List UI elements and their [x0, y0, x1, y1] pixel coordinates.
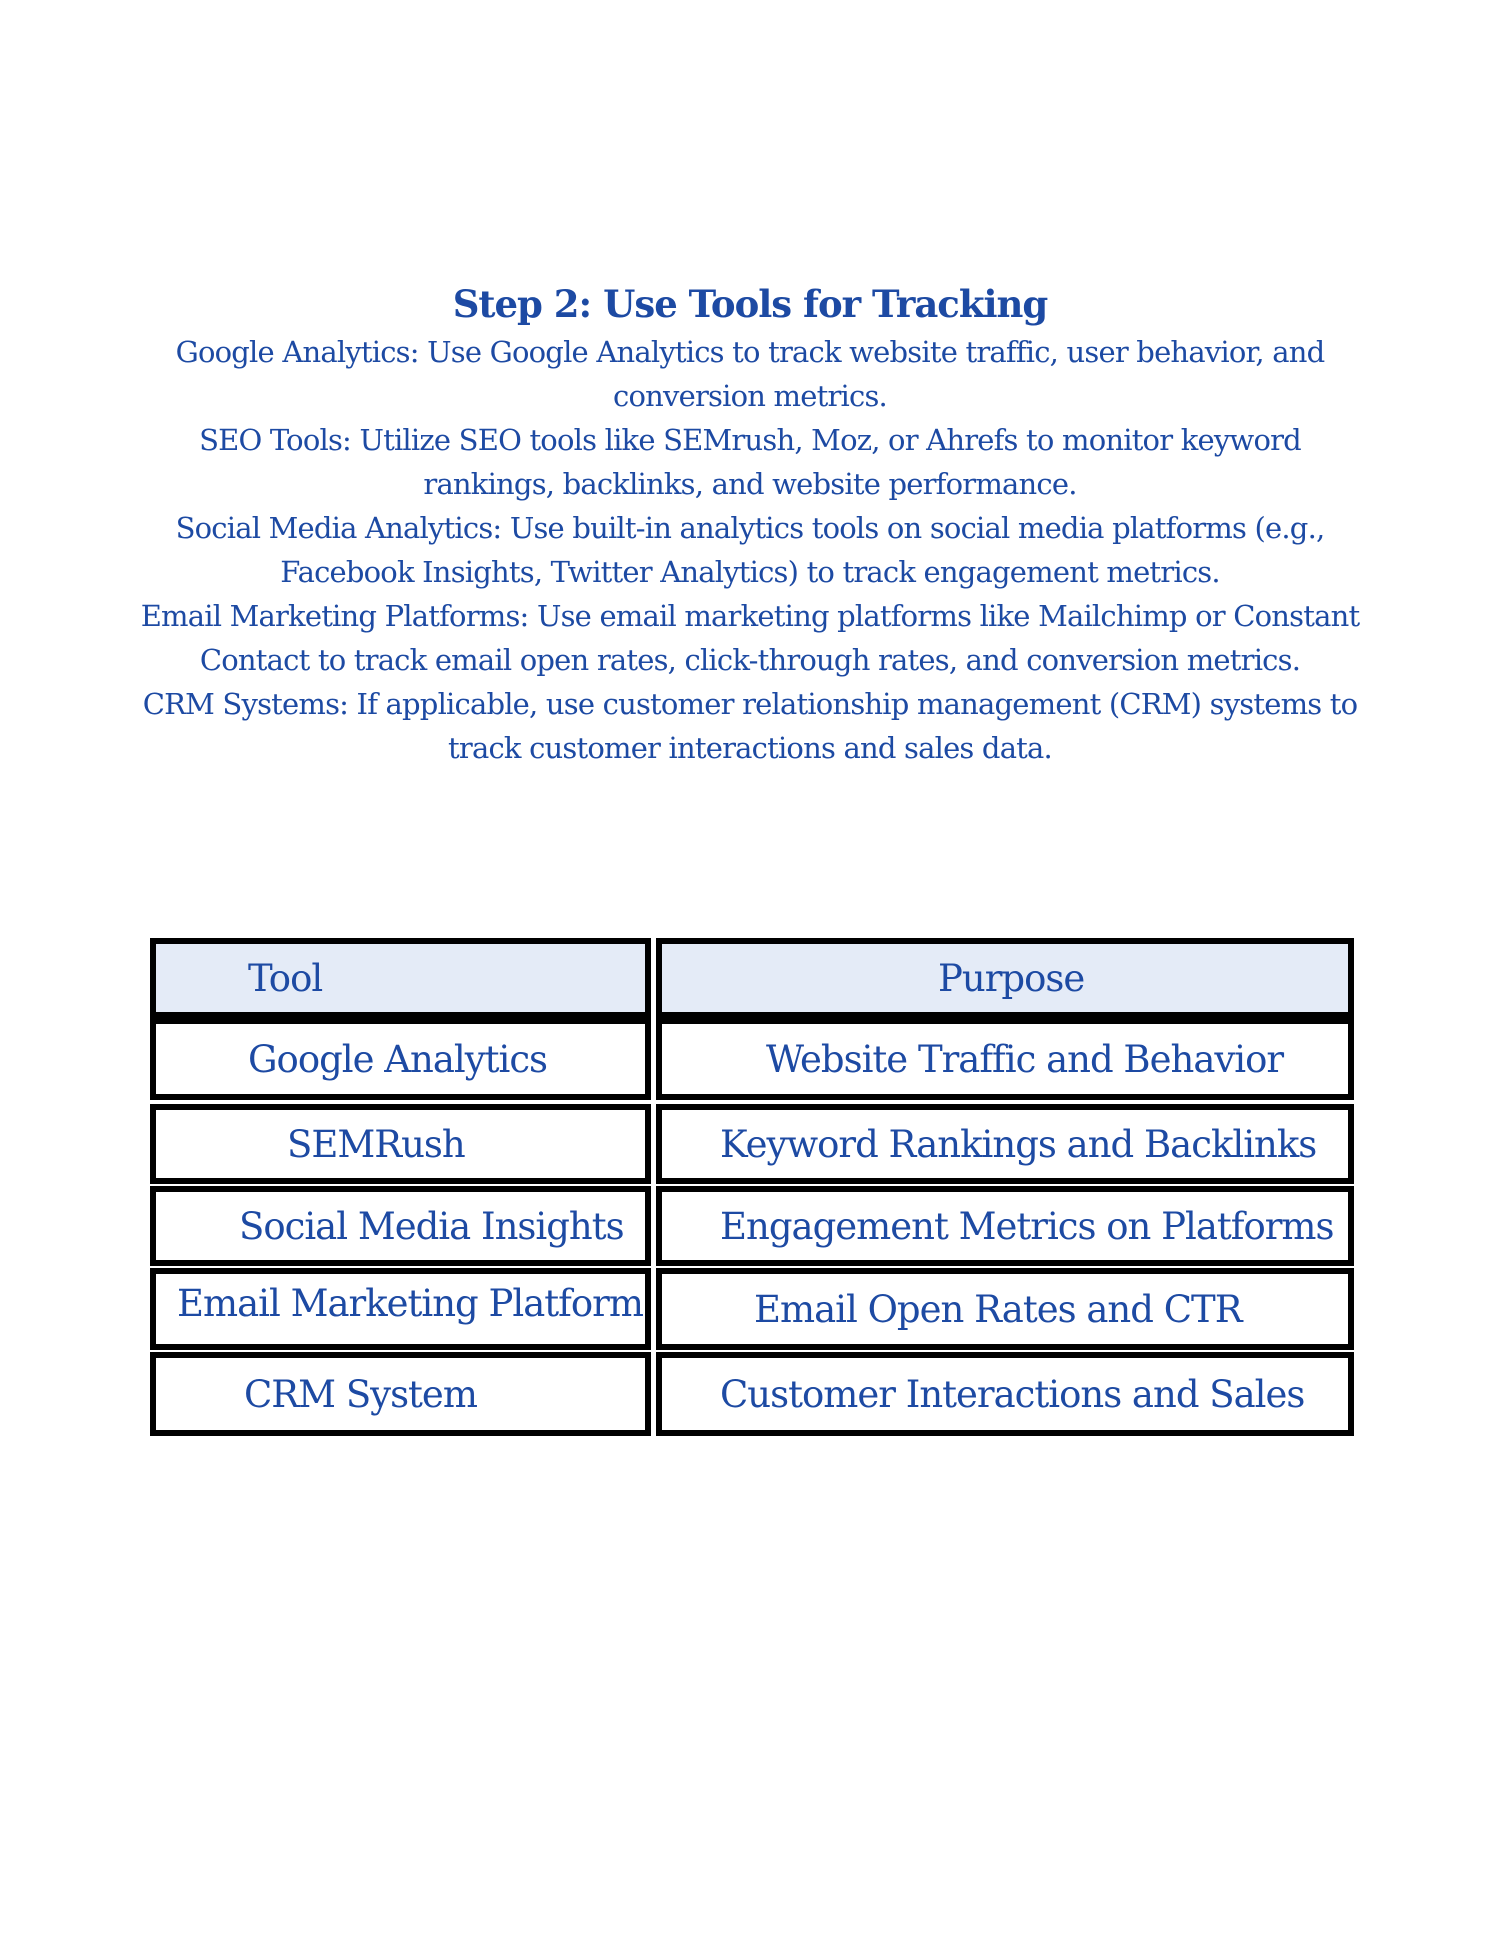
table-row-tool: [150, 1104, 651, 1184]
table-header-tool: [150, 938, 651, 1018]
paragraph-social-media: [140, 506, 1360, 594]
paragraph-line: CRM Systems: If applicable, use customer relationship management (CRM) systems to: [142, 687, 1358, 721]
paragraph-line: Google Analytics: Use Google Analytics to track website traffic, user behavior, and: [175, 335, 1325, 369]
table-row-tool: [150, 1352, 651, 1436]
paragraph-line: Social Media Analytics: Use built-in analytics tools on social media platforms (e.g.,: [175, 511, 1325, 545]
tool-cell: CRM System: [244, 1372, 477, 1416]
paragraph-google-analytics: [140, 330, 1360, 418]
tool-cell: SEMRush: [287, 1122, 465, 1166]
tools-description: [140, 330, 1360, 770]
tool-cell: Google Analytics: [248, 1037, 548, 1081]
table-header-purpose: [656, 938, 1354, 1018]
paragraph-line: rankings, backlinks, and website performance.: [423, 467, 1077, 501]
paragraph-crm-systems: [140, 682, 1360, 770]
purpose-cell: Customer Interactions and Sales: [720, 1372, 1305, 1416]
table-row-purpose: [656, 1186, 1354, 1266]
paragraph-line: Contact to track email open rates, click-through rates, and conversion metrics.: [199, 643, 1301, 677]
table-row-tool: [150, 1018, 651, 1100]
purpose-cell: Engagement Metrics on Platforms: [720, 1204, 1334, 1248]
header-tool-label: Tool: [248, 956, 323, 1000]
tool-cell: Social Media Insights: [239, 1204, 624, 1248]
tool-cell: Email Marketing Platform: [177, 1282, 643, 1325]
table-row-purpose: [656, 1018, 1354, 1100]
table-row-tool: [150, 1186, 651, 1266]
purpose-cell: Website Traffic and Behavior: [766, 1037, 1284, 1081]
paragraph-seo-tools: [140, 418, 1360, 506]
purpose-cell: Email Open Rates and CTR: [754, 1287, 1242, 1331]
table-row-purpose: [656, 1268, 1354, 1350]
table-row-purpose: [656, 1352, 1354, 1436]
purpose-cell: Keyword Rankings and Backlinks: [720, 1122, 1317, 1166]
table-row-purpose: [656, 1104, 1354, 1184]
header-purpose-label: Purpose: [938, 956, 1085, 1000]
table-row-tool: [150, 1268, 651, 1350]
paragraph-line: conversion metrics.: [613, 379, 887, 413]
paragraph-line: track customer interactions and sales data.: [448, 731, 1052, 765]
paragraph-line: Facebook Insights, Twitter Analytics) to track engagement metrics.: [280, 555, 1220, 589]
paragraph-line: Email Marketing Platforms: Use email marketing platforms like Mailchimp or Constant: [140, 599, 1360, 633]
paragraph-line: SEO Tools: Utilize SEO tools like SEMrush, Moz, or Ahrefs to monitor keyword: [199, 423, 1301, 457]
page-heading: Step 2: Use Tools for Tracking: [452, 282, 1048, 326]
paragraph-email-marketing: [140, 594, 1360, 682]
